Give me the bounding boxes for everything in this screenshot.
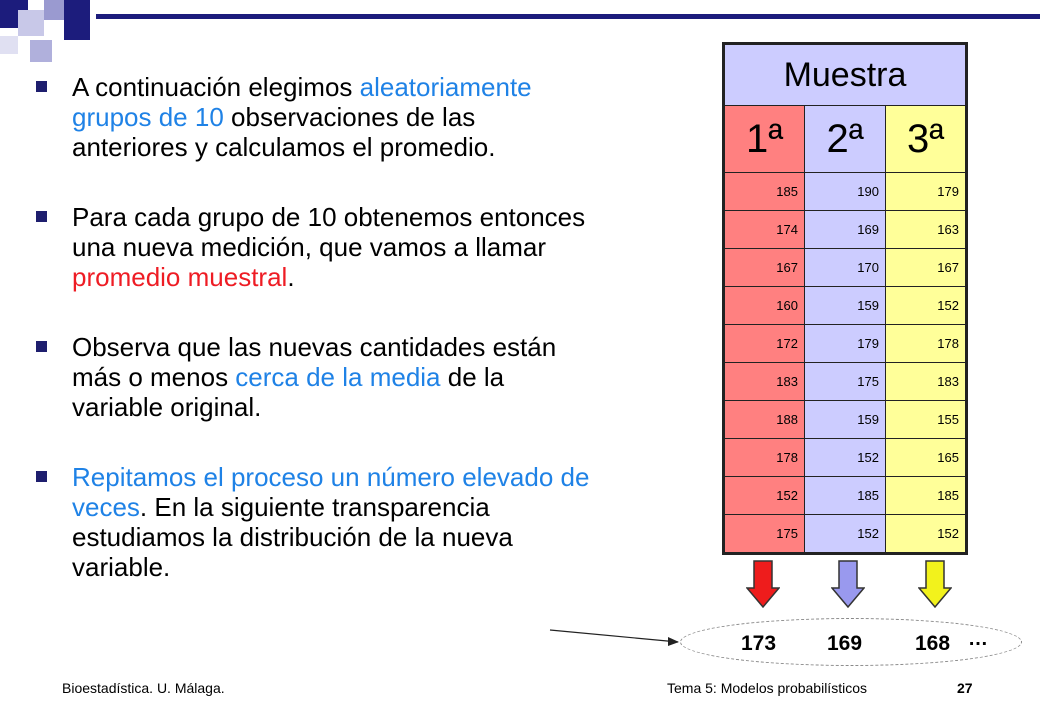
footer-left: Bioestadística. U. Málaga. xyxy=(62,680,225,696)
column-header-3: 3ª xyxy=(886,106,967,173)
table-cell: 185 xyxy=(805,477,886,515)
bullet-item xyxy=(30,72,590,162)
table-cell: 160 xyxy=(724,287,805,325)
table-title: Muestra xyxy=(724,44,967,106)
table-cell: 175 xyxy=(724,515,805,554)
bullet-text: Observa que las nuevas cantidades están más o menos cerca de la media de la variable original. xyxy=(72,332,557,422)
table-cell: 159 xyxy=(805,287,886,325)
bullet-item xyxy=(30,332,590,422)
bullet-text: A continuación elegimos aleatoriamente grupos de 10 observaciones de las anteriores y calculamos el promedio. xyxy=(72,72,532,162)
table-row xyxy=(724,401,967,439)
bullet-item xyxy=(30,202,590,292)
table-cell: 175 xyxy=(805,363,886,401)
bullet-square-icon xyxy=(36,471,47,482)
table-row xyxy=(724,477,967,515)
page-number: 27 xyxy=(957,680,973,696)
table-row xyxy=(724,287,967,325)
bullet-square-icon xyxy=(36,81,47,92)
sample-mean-1: 173 xyxy=(741,632,777,655)
ellipsis: … xyxy=(968,628,988,650)
table-cell: 155 xyxy=(886,401,967,439)
table-row xyxy=(724,439,967,477)
table-cell: 170 xyxy=(805,249,886,287)
sample-table xyxy=(722,42,968,555)
arrow-down-icon xyxy=(746,560,780,608)
table-row xyxy=(724,325,967,363)
table-row xyxy=(724,363,967,401)
bullet-list xyxy=(30,72,590,622)
bullet-text: Repitamos el proceso un número elevado de veces. En la siguiente transparencia estudiamos la distribución de la nueva variable. xyxy=(72,462,590,582)
table-cell: 152 xyxy=(886,515,967,554)
table-cell: 188 xyxy=(724,401,805,439)
column-header-2: 2ª xyxy=(805,106,886,173)
column-header-1: 1ª xyxy=(724,106,805,173)
table-row xyxy=(724,173,967,211)
table-cell: 183 xyxy=(724,363,805,401)
connector-arrow-icon xyxy=(540,620,690,650)
table-cell: 185 xyxy=(886,477,967,515)
table-cell: 178 xyxy=(886,325,967,363)
footer-title: Tema 5: Modelos probabilísticos xyxy=(667,680,867,696)
bullet-square-icon xyxy=(36,211,47,222)
table-cell: 185 xyxy=(724,173,805,211)
table-cell: 183 xyxy=(886,363,967,401)
bullet-item xyxy=(30,462,590,582)
table-cell: 152 xyxy=(805,515,886,554)
table-cell: 172 xyxy=(724,325,805,363)
bullet-square-icon xyxy=(36,341,47,352)
table-cell: 167 xyxy=(886,249,967,287)
table-cell: 152 xyxy=(886,287,967,325)
sample-mean-3: 168 xyxy=(915,632,951,655)
table-cell: 159 xyxy=(805,401,886,439)
table-cell: 152 xyxy=(724,477,805,515)
header-bar xyxy=(96,14,1040,19)
bullet-text: Para cada grupo de 10 obtenemos entonces una nueva medición, que vamos a llamar promedio muestral. xyxy=(72,202,586,292)
table-cell: 163 xyxy=(886,211,967,249)
sample-mean-2: 169 xyxy=(827,632,863,655)
table-row xyxy=(724,249,967,287)
table-cell: 179 xyxy=(886,173,967,211)
arrow-down-icon xyxy=(831,560,865,608)
table-cell: 169 xyxy=(805,211,886,249)
table-cell: 165 xyxy=(886,439,967,477)
table-row xyxy=(724,515,967,554)
table-row xyxy=(724,211,967,249)
table-cell: 179 xyxy=(805,325,886,363)
table-cell: 174 xyxy=(724,211,805,249)
table-cell: 178 xyxy=(724,439,805,477)
table-cell: 167 xyxy=(724,249,805,287)
table-cell: 152 xyxy=(805,439,886,477)
arrow-down-icon xyxy=(918,560,952,608)
table-cell: 190 xyxy=(805,173,886,211)
